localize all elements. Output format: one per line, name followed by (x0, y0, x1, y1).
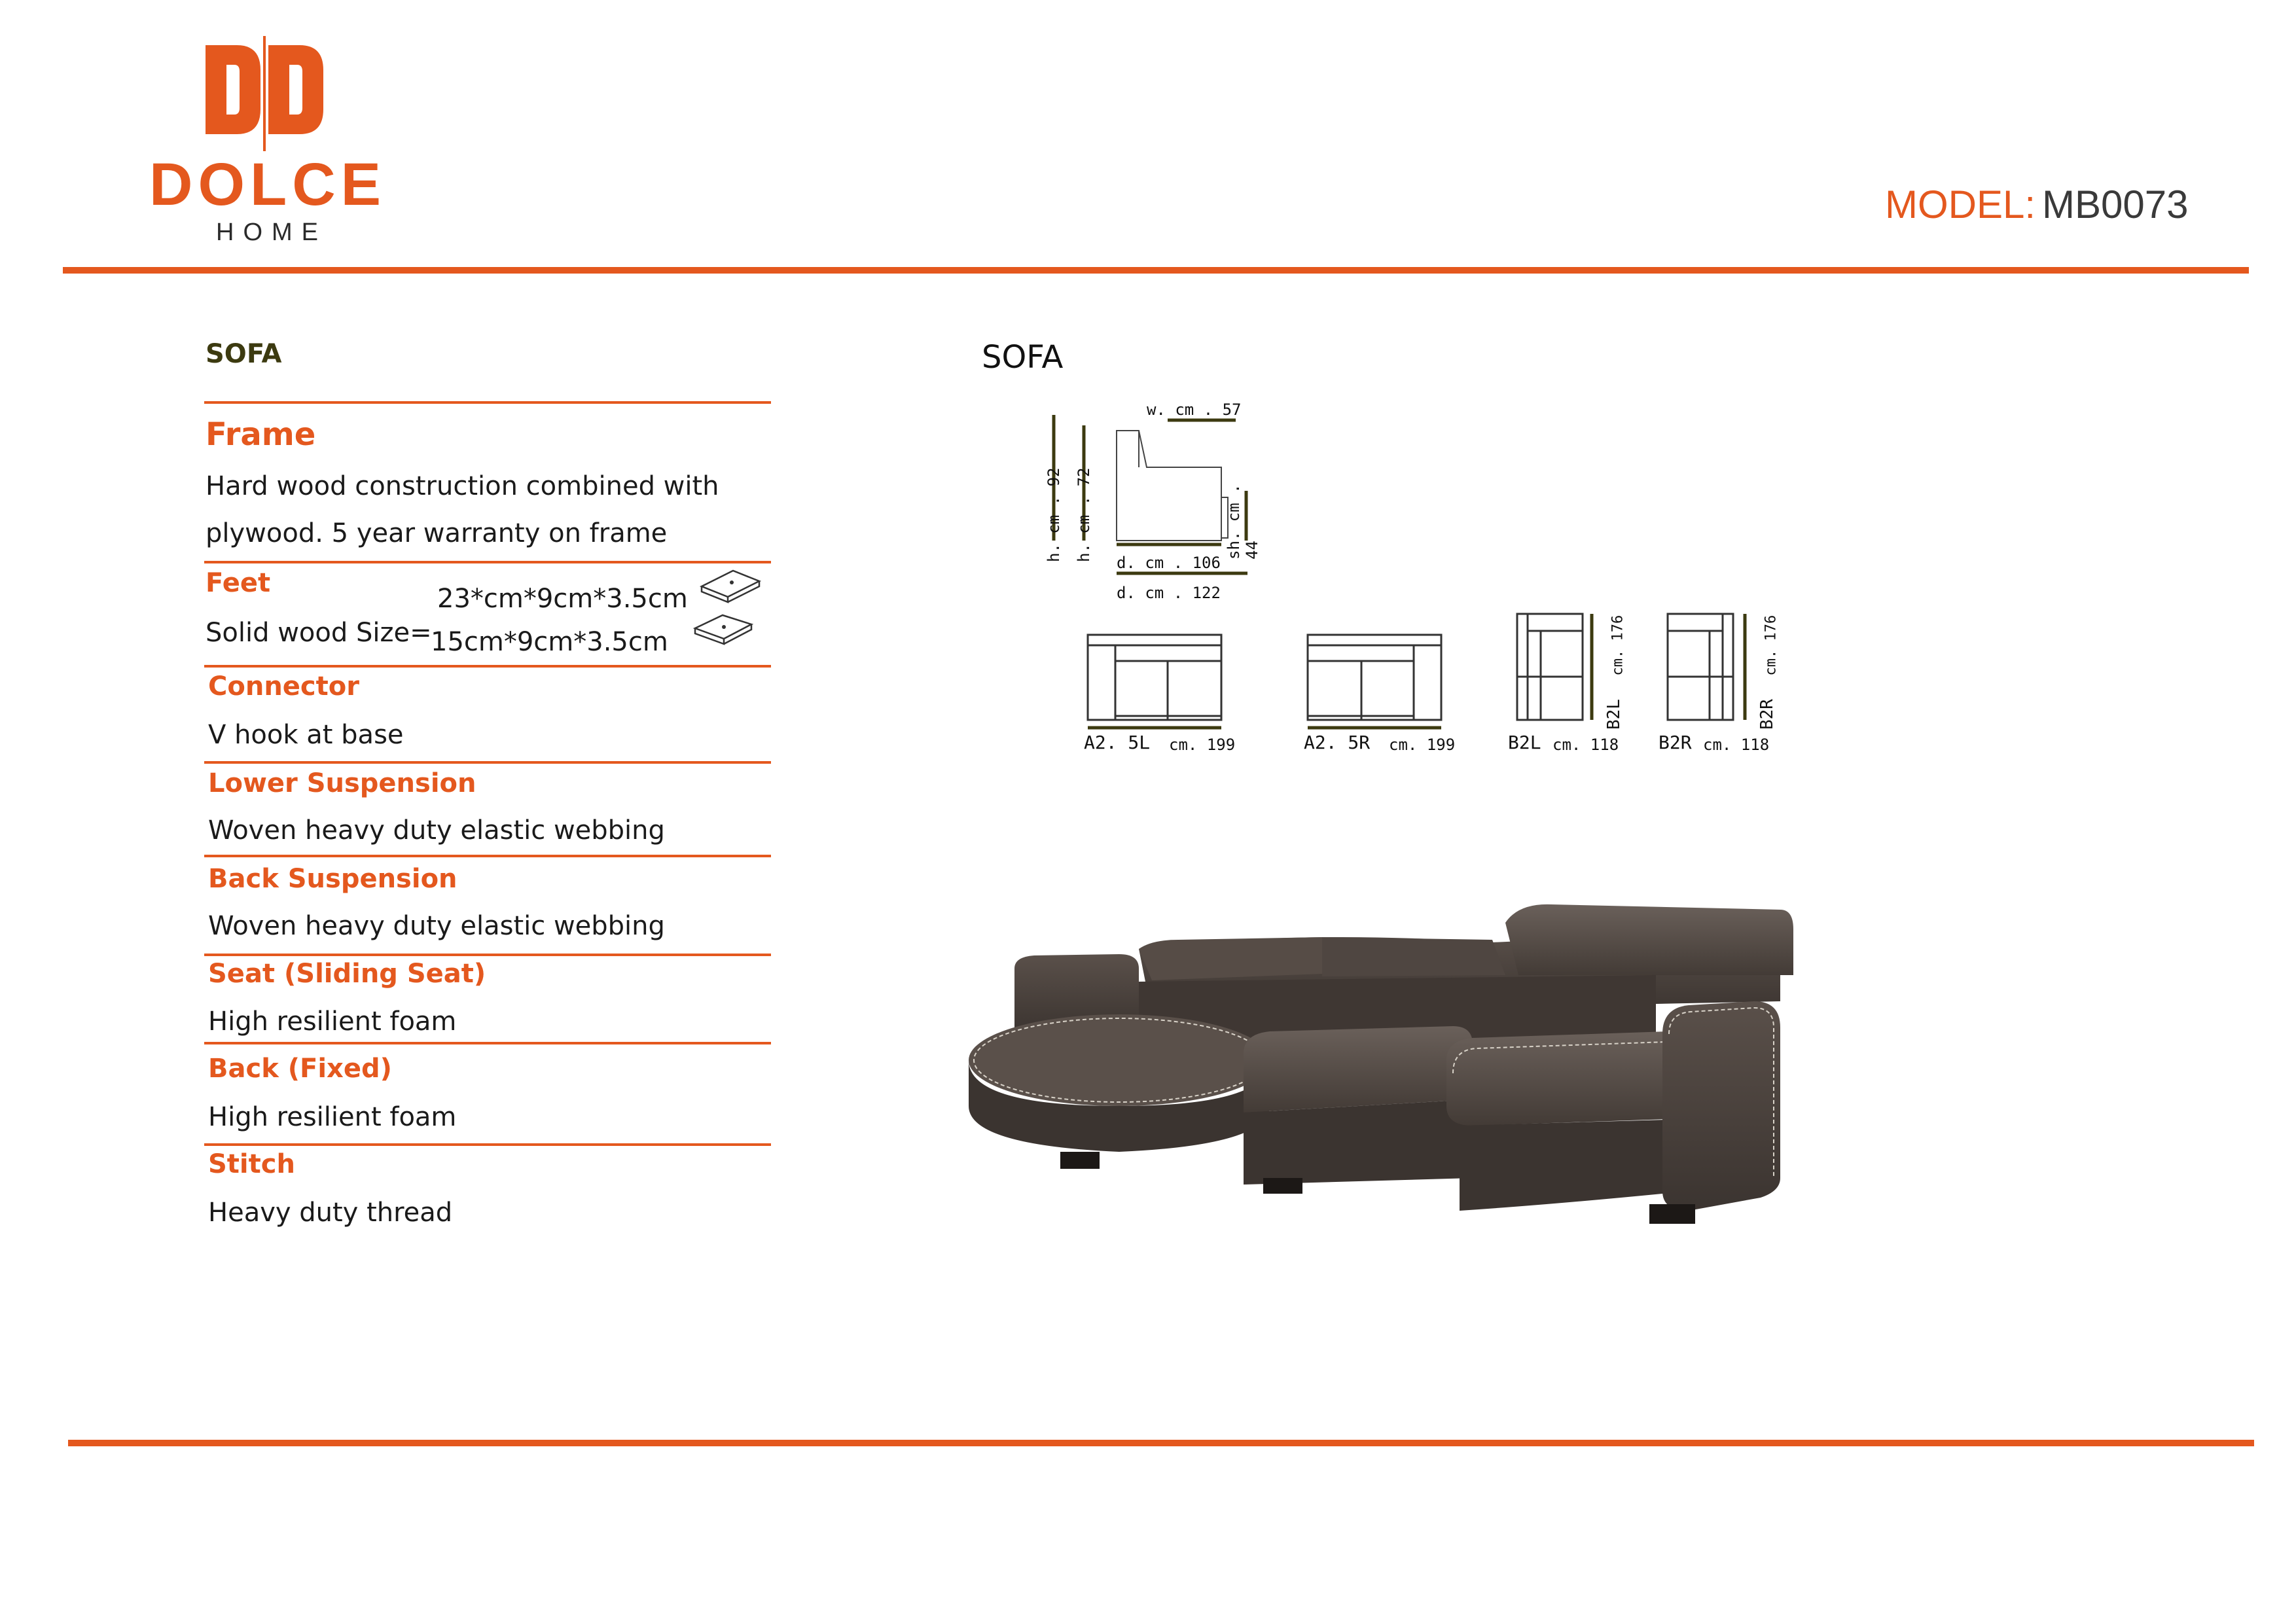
brand-name: DOLCE (149, 151, 386, 218)
spec-connector-line: V hook at base (208, 720, 404, 750)
spec-divider (204, 855, 771, 857)
spec-back-line: High resilient foam (208, 1102, 457, 1132)
foot-block-icon (692, 609, 755, 648)
sofa-product-image (903, 903, 1833, 1243)
model-value: MB0073 (2042, 183, 2189, 226)
spec-heading-frame: Frame (206, 416, 316, 453)
module-b2r-drawing (1665, 611, 1757, 729)
module-b2r-size: cm. 118 (1703, 736, 1770, 754)
module-b2l-size: cm. 118 (1552, 736, 1619, 754)
model-label: MODEL: (1885, 183, 2036, 226)
side-height-total-label: h. cm . 92 (1045, 467, 1063, 562)
side-depth-min-label: d. cm . 106 (1117, 554, 1221, 572)
spec-lower-suspension-line: Woven heavy duty elastic webbing (208, 815, 665, 846)
monogram-icon (203, 36, 334, 154)
drawing-title: SOFA (982, 339, 1064, 376)
spec-divider (204, 761, 771, 764)
module-b2l-depth: cm. 176 (1609, 615, 1626, 676)
spec-divider (204, 665, 771, 668)
spec-heading-stitch: Stitch (208, 1149, 295, 1179)
module-a25r-code: A2. 5R (1304, 732, 1371, 753)
module-a25l-code: A2. 5L (1084, 732, 1151, 753)
spec-stitch-line: Heavy duty thread (208, 1198, 453, 1228)
side-height-back-label: h. cm . 72 (1075, 467, 1093, 562)
foot-block-icon (699, 567, 762, 606)
module-a25l-drawing (1085, 632, 1227, 737)
spec-heading-connector: Connector (208, 671, 359, 702)
module-b2l-drawing (1515, 611, 1606, 729)
spec-divider (204, 954, 771, 956)
module-a25r-drawing (1305, 632, 1446, 737)
spec-feet-prefix: Solid wood Size= (206, 618, 432, 648)
spec-feet-size-2: 15cm*9cm*3.5cm (431, 627, 668, 657)
module-b2r-code: B2R (1659, 732, 1692, 753)
module-a25l-size: cm. 199 (1169, 736, 1236, 754)
spec-heading-feet: Feet (206, 568, 271, 598)
footer-rule (68, 1440, 2254, 1446)
module-b2l-code-vertical: B2L (1604, 699, 1624, 730)
spec-seat-line: High resilient foam (208, 1007, 457, 1037)
spec-divider (204, 401, 771, 404)
spec-heading-back-suspension: Back Suspension (208, 864, 457, 894)
spec-feet-size-1: 23*cm*9cm*3.5cm (437, 584, 688, 614)
side-depth-max-label: d. cm . 122 (1117, 584, 1221, 602)
spec-heading-back: Back (Fixed) (208, 1054, 392, 1084)
module-b2r-code-vertical: B2R (1757, 699, 1777, 730)
spec-frame-line-1: Hard wood construction combined with (206, 471, 719, 501)
spec-frame-line-2: plywood. 5 year warranty on frame (206, 518, 668, 548)
header-rule (63, 267, 2249, 274)
spec-divider (204, 1143, 771, 1146)
spec-divider (204, 1042, 771, 1044)
side-width-label: w. cm . 57 (1147, 401, 1242, 419)
module-b2l-code: B2L (1508, 732, 1541, 753)
spec-divider (204, 561, 771, 563)
spec-title: SOFA (206, 339, 282, 369)
spec-heading-seat: Seat (Sliding Seat) (208, 959, 486, 989)
spec-back-suspension-line: Woven heavy duty elastic webbing (208, 911, 665, 941)
module-b2r-depth: cm. 176 (1763, 615, 1780, 676)
side-seat-height-label: sh. cm . 44 (1225, 484, 1261, 560)
spec-heading-lower-suspension: Lower Suspension (208, 768, 476, 798)
brand-subname: HOME (216, 219, 327, 246)
module-a25r-size: cm. 199 (1389, 736, 1456, 754)
